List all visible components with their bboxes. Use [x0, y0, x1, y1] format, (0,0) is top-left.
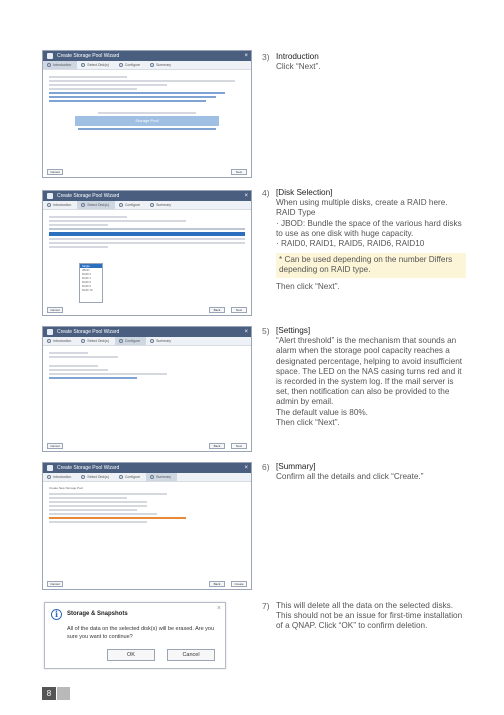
step-note: * Can be used depending on the number Differs depending on RAID type. — [276, 253, 466, 277]
dropdown-option[interactable]: RAID 0 — [82, 272, 92, 276]
dialog-title: Storage & Snapshots — [67, 611, 128, 617]
text-placeholder — [49, 92, 225, 94]
text-placeholder — [49, 352, 88, 354]
step-summary-text — [276, 462, 466, 482]
step-icon — [119, 203, 123, 207]
step-number: 7) — [262, 601, 270, 611]
step-icon — [81, 475, 85, 479]
close-icon[interactable]: × — [244, 465, 248, 471]
tab-configure[interactable]: Configure — [115, 201, 146, 209]
step-icon — [150, 63, 154, 67]
snapshot-reserve-field[interactable] — [49, 373, 167, 375]
wizard-title-bar — [43, 51, 251, 61]
dialog-message: All of the data on the selected disk(s) will be erased. Are you sure you want to continue? — [67, 626, 215, 640]
next-button[interactable]: Next — [231, 443, 247, 449]
table-row[interactable] — [49, 238, 245, 240]
cancel-button[interactable]: Cancel — [167, 649, 215, 661]
summary-title: Create New Storage Pool — [49, 486, 84, 490]
text-placeholder — [49, 80, 235, 82]
text-placeholder — [49, 84, 167, 86]
wizard-steps — [43, 473, 251, 482]
text-placeholder — [49, 100, 206, 102]
tab-configure[interactable]: Configure — [115, 337, 146, 345]
dropdown-option[interactable]: RAID 5 — [82, 280, 92, 284]
back-button[interactable]: Back — [209, 307, 225, 313]
tab-introduction[interactable]: Introduction — [43, 337, 77, 345]
tab-select-disks[interactable]: Select Disk(s) — [77, 201, 115, 209]
step-settings-text — [276, 326, 466, 428]
wizard-body — [43, 482, 251, 529]
text-placeholder — [49, 365, 98, 367]
alert-threshold-field[interactable] — [49, 369, 108, 371]
back-button[interactable]: Back — [209, 581, 225, 587]
step-body: The default value is 80%. — [276, 407, 368, 417]
app-logo-icon — [47, 465, 53, 471]
text-placeholder — [49, 356, 118, 358]
step-confirm-text — [276, 601, 466, 632]
text-placeholder — [49, 224, 108, 226]
storage-pool-diagram: Storage Pool — [75, 116, 219, 126]
wizard-body — [43, 210, 251, 254]
text-placeholder — [49, 88, 137, 90]
info-icon: i — [51, 609, 62, 620]
text-placeholder — [49, 76, 127, 78]
dropdown-option[interactable]: RAID 10 — [82, 288, 93, 292]
wizard-title: Create Storage Pool Wizard — [57, 53, 120, 59]
create-button[interactable]: Create — [231, 581, 247, 587]
dropdown-option[interactable]: RAID 6 — [82, 284, 92, 288]
step-introduction-text — [276, 52, 466, 72]
wizard-body — [43, 70, 251, 136]
wizard-title: Create Storage Pool Wizard — [57, 329, 120, 335]
step-number: 5) — [262, 326, 270, 336]
step-icon — [119, 63, 123, 67]
text-placeholder — [49, 497, 127, 499]
step-title: Introduction — [276, 52, 319, 61]
dropdown-option[interactable]: JBOD — [82, 268, 90, 272]
step-icon — [47, 203, 51, 207]
next-button[interactable]: Next — [231, 169, 247, 175]
step-disk-selection-text — [276, 188, 466, 292]
text-placeholder — [49, 521, 147, 523]
step-icon — [81, 63, 85, 67]
text-placeholder — [49, 96, 216, 98]
wizard-screenshot-disk-selection — [42, 190, 252, 316]
step-title: [Summary] — [276, 462, 316, 471]
tab-introduction[interactable]: Introduction — [43, 473, 77, 481]
cancel-button[interactable]: Cancel — [47, 307, 63, 313]
wizard-title: Create Storage Pool Wizard — [57, 465, 120, 471]
tab-select-disks[interactable]: Select Disk(s) — [77, 61, 115, 69]
tab-summary[interactable]: Summary — [146, 337, 177, 345]
wizard-steps — [43, 337, 251, 346]
step-body: When using multiple disks, create a RAID here. — [276, 198, 448, 208]
cancel-button[interactable]: Cancel — [47, 443, 63, 449]
step-number: 4) — [262, 188, 270, 198]
cancel-button[interactable]: Cancel — [47, 581, 63, 587]
app-logo-icon — [47, 193, 53, 199]
text-placeholder — [49, 505, 147, 507]
app-logo-icon — [47, 53, 53, 59]
wizard-title-bar — [43, 327, 251, 337]
step-icon — [119, 475, 123, 479]
step-icon — [81, 339, 85, 343]
step-number: 6) — [262, 462, 270, 472]
help-link[interactable] — [49, 377, 137, 379]
step-icon — [119, 339, 123, 343]
tab-configure[interactable]: Configure — [115, 61, 146, 69]
step-tail: Then click “Next”. — [276, 281, 340, 291]
step-body: This will delete all the data on the selected disks. This should not be an issue for first-time installation of a QNAP. Click “OK” to confirm deletion. — [276, 601, 463, 631]
tab-configure[interactable]: Configure — [115, 473, 146, 481]
step-body: Confirm all the details and click “Create.” — [276, 472, 424, 482]
page-marker — [57, 687, 70, 700]
wizard-footer — [47, 441, 247, 449]
wizard-body — [43, 346, 251, 385]
raid-type-select[interactable] — [49, 246, 108, 248]
wizard-title-bar — [43, 191, 251, 201]
wizard-footer — [47, 579, 247, 587]
text-placeholder — [49, 509, 137, 511]
text-placeholder — [49, 501, 147, 503]
table-row[interactable] — [49, 242, 245, 244]
text-placeholder — [98, 112, 196, 114]
tab-select-disks[interactable]: Select Disk(s) — [77, 473, 115, 481]
close-icon[interactable]: × — [244, 193, 248, 199]
wizard-title: Create Storage Pool Wizard — [57, 193, 120, 199]
back-button[interactable]: Back — [209, 443, 225, 449]
wizard-footer — [47, 305, 247, 313]
wizard-screenshot-introduction — [42, 50, 252, 178]
table-row[interactable] — [49, 232, 245, 236]
wizard-steps — [43, 61, 251, 70]
text-placeholder — [49, 493, 167, 495]
step-icon — [47, 63, 51, 67]
tab-introduction[interactable]: Introduction — [43, 201, 77, 209]
wizard-title-bar — [43, 463, 251, 473]
step-bullet: · JBOD: Bundle the space of the various hard disks to use as one disk with huge capacity. — [276, 218, 462, 238]
page-number: 8 — [42, 687, 56, 700]
step-icon — [47, 475, 51, 479]
wizard-steps — [43, 201, 251, 210]
wizard-screenshot-settings — [42, 326, 252, 452]
step-title: [Settings] — [276, 326, 311, 335]
step-bullet: · RAID0, RAID1, RAID5, RAID6, RAID10 — [276, 239, 425, 249]
text-placeholder — [49, 216, 127, 218]
close-icon[interactable]: × — [244, 53, 248, 59]
step-icon — [150, 475, 154, 479]
step-body: RAID Type — [276, 208, 316, 218]
step-icon — [150, 203, 154, 207]
ok-button[interactable]: OK — [107, 649, 155, 661]
dropdown-option[interactable]: RAID 1 — [82, 276, 92, 280]
tab-summary[interactable]: Summary — [146, 201, 177, 209]
step-body: Click “Next”. — [276, 62, 321, 72]
tab-summary[interactable]: Summary — [146, 61, 177, 69]
text-placeholder — [49, 220, 186, 222]
wizard-screenshot-summary — [42, 462, 252, 590]
capacity-bar — [49, 517, 186, 519]
tab-introduction[interactable]: Introduction — [43, 61, 77, 69]
tab-select-disks[interactable]: Select Disk(s) — [77, 337, 115, 345]
cancel-button[interactable]: Cancel — [47, 169, 63, 175]
next-button[interactable]: Next — [231, 307, 247, 313]
close-icon[interactable]: × — [244, 329, 248, 335]
app-logo-icon — [47, 329, 53, 335]
step-number: 3) — [262, 52, 270, 62]
step-tail: Then click “Next”. — [276, 417, 340, 427]
step-icon — [47, 339, 51, 343]
step-icon — [81, 203, 85, 207]
step-title: [Disk Selection] — [276, 188, 333, 197]
raid-type-dropdown[interactable] — [79, 263, 103, 303]
disk-table-header — [49, 228, 245, 230]
close-icon[interactable]: × — [216, 605, 221, 612]
wizard-footer — [47, 167, 247, 175]
dropdown-option[interactable]: Single — [80, 264, 102, 268]
text-placeholder — [49, 513, 157, 515]
confirm-dialog — [44, 602, 226, 669]
step-icon — [150, 339, 154, 343]
step-body: “Alert threshold” is the mechanism that sounds an alarm when the storage pool capacity reaches a designated percentage, helping to avoid insufficient space. The LED on the NAS casing turns red and it is recorded in the system log. If the mail server is set, then notification can also be provided to the admin by email. — [276, 336, 463, 407]
tab-summary[interactable]: Summary — [146, 473, 177, 481]
disk-strip — [78, 128, 215, 130]
